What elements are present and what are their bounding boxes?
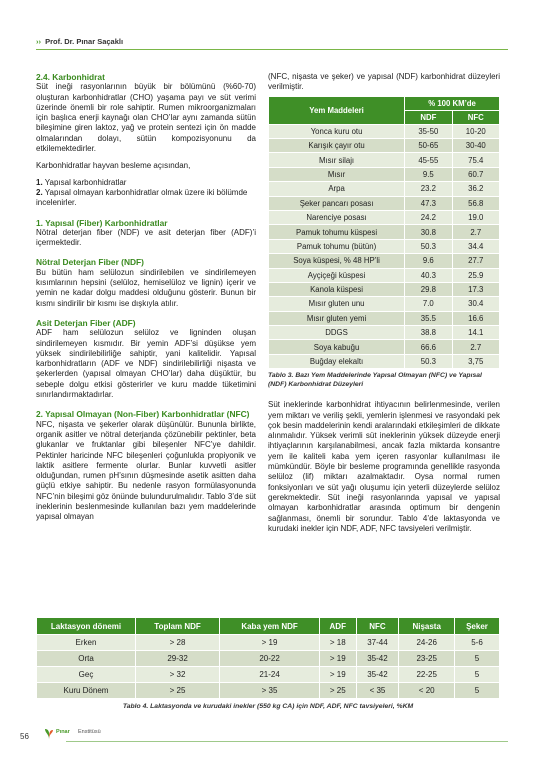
table-cell: Mısır silajı: [269, 153, 404, 166]
paragraph: Süt ineği rasyonlarının büyük bir bölümünü (%60-70) oluşturan karbonhidratlar (CHO) yaşama payı ve süt verimi üzerinde önemli bir role sahiptir. Rumen mikroorganizmaları için başlıca enerji kaynağı olan CHO’lar aynı zamanda sütün bileşimine giren laktoz, yağ ve protein sentezi için ön madde olmalarından dolayı, sütün kompozisyonunu da etkilemektedirler.: [36, 82, 256, 154]
table-row: [269, 125, 499, 138]
table-header: Toplam NDF: [136, 618, 219, 634]
table-cell: Pamuk tohumu küspesi: [269, 225, 404, 238]
table-cell: 30-40: [453, 139, 499, 152]
paragraph: Süt ineklerinde karbonhidrat ihtiyacının belirlenmesinde, verilen yem miktarı ve veriliş şekli, yemlerin işlenmesi ve rasyondaki pek çok besin maddelerinin kendi aralarındaki etkileşimleri de dikkate alınmalıdır. Yüksek verimli süt ineklerinin yüksek düzeyde enerji ihtiyaçlarının karşılanabilmesi, ancak fazla miktarda konsantre yem ile kaliteli kaba yem içeren rasyonlar kullanılması ile mümkündür. Böyle bir besleme programında genellikle rasyonda selüloz (lif) miktarı azalmaktadır. Oysa normal rumen fonksiyonları ve süt yağı oluşumu için yeterli düzeylerde selüloz gerekmektedir. Süt ineği rasyonlarında yapısal ve yapısal olmayan karbonhidratlar arasında optimum bir dengenin sağlanması, önemli bir sorundur. Tablo 4’de laktasyonda ve kurudaki inekler için NDF, ADF, NFC tavsiyeleri verilmiştir.: [268, 400, 500, 533]
paragraph: NFC, nişasta ve şekerler olarak düşünülür. Bununla birlikte, organik asitler ve nötral deterjanda çözünebilir pektinler, beta glukanlar ve fruktanlar gibi bileşenler NFC’ye dahildir. Pektinler haricinde NFC bileşenleri çoğunlukla propiyonik ve laktik asitlere fermente olurlar. Bunlar kuvvetli asitler olduğundan, rumen pH’sının düşmesinde asetik asitten daha güçlü etkiye sahiptir. Bu nedenle rasyon formülasyonunda NFC’nin bileşimi göz önünde bulundurulmalıdır. Tablo 3’de süt ineklerinin beslenmesinde kullanılan bazı yem maddelerinde yapısal olmayan: [36, 419, 256, 522]
leaf-icon: [44, 727, 54, 739]
table-cell: 60.7: [453, 168, 499, 181]
table-cell: 17.3: [453, 283, 499, 296]
table-cell: 5-6: [455, 635, 499, 650]
section-title-nfc: 2. Yapısal Olmayan (Non-Fiber) Karbonhidratlar (NFC): [36, 409, 250, 420]
section-title-ndf: Nötral Deterjan Fiber (NDF): [36, 257, 144, 268]
table-cell: 10-20: [453, 125, 499, 138]
section-title-fiber: 1. Yapısal (Fiber) Karbonhidratlar: [36, 217, 168, 228]
table-row: [269, 225, 499, 238]
table-cell: 5: [455, 683, 499, 698]
list-text: Yapısal olmayan karbonhidratlar olmak üzere iki bölümde incelenirler.: [36, 187, 248, 208]
table-cell: Kanola küspesi: [269, 283, 404, 296]
author-name: Prof. Dr. Pınar Saçaklı: [45, 37, 124, 46]
table-cell: 3,75: [453, 355, 499, 368]
table-cell: Orta: [37, 651, 135, 666]
table-cell: Arpa: [269, 182, 404, 195]
footer-divider: [66, 741, 508, 742]
paragraph: (NFC, nişasta ve şeker) ve yapısal (NDF) karbonhidrat düzeyleri verilmiştir.: [268, 72, 500, 92]
table-cell: Erken: [37, 635, 135, 650]
table-row: [269, 326, 499, 339]
table-cell: Yonca kuru otu: [269, 125, 404, 138]
table-header: NFC: [357, 618, 399, 634]
table-cell: > 18: [320, 635, 356, 650]
table-cell: 30.8: [405, 225, 451, 238]
section-title-adf: Asit Deterjan Fiber (ADF): [36, 317, 136, 328]
table-header: Nişasta: [399, 618, 454, 634]
table-cell: 66.6: [405, 340, 451, 353]
table-cell: 29.8: [405, 283, 451, 296]
running-header: [36, 37, 123, 46]
table-cell: Narenciye posası: [269, 211, 404, 224]
table-header: ADF: [320, 618, 356, 634]
institute-logo: [44, 727, 104, 741]
table-cell: 23.2: [405, 182, 451, 195]
list-number: 1.: [36, 177, 43, 187]
paragraph: Nötral deterjan fiber (NDF) ve asit deterjan fiber (ADF)’i içermektedir.: [36, 227, 256, 248]
logo-word: Pınar: [56, 729, 70, 735]
table-cell: Geç: [37, 667, 135, 682]
table-header: Kaba yem NDF: [220, 618, 319, 634]
table-header: Laktasyon dönemi: [37, 618, 135, 634]
table-cell: DDGS: [269, 326, 404, 339]
table-row: [37, 667, 499, 682]
list-item: [36, 188, 256, 209]
table-cell: Ayçiçeği küspesi: [269, 269, 404, 282]
paragraph: ADF ham selülozun selüloz ve ligninden oluşan sindirilemeyen kısmıdır. Bir yemin ADF’si düşükse yem yüksek sindirilebilirliğe sahiptir, yani kalitelidir. Yapısal karbonhidratların (ADF ve NDF) sindirilebilirliği nişasta ve şekerlerden (yapısal olmayan CHO’lar) daha düşüktür, bu sebeple dolgu etkisi gösterirler ve kuru madde tüketimini sınırlandırmaktadırlar.: [36, 328, 256, 400]
table-cell: Mısır gluten yemi: [269, 312, 404, 325]
table-cell: 16.6: [453, 312, 499, 325]
table-cell: > 19: [320, 651, 356, 666]
table-cell: 27.7: [453, 254, 499, 267]
table-cell: 50.3: [405, 355, 451, 368]
table-header: Şeker: [455, 618, 499, 634]
table-row: [269, 211, 499, 224]
table-cell: > 25: [136, 683, 219, 698]
table-cell: Mısır gluten unu: [269, 297, 404, 310]
table-cell: > 19: [220, 635, 319, 650]
table-cell: < 20: [399, 683, 454, 698]
table-cell: 5: [455, 651, 499, 666]
table-cell: Kuru Dönem: [37, 683, 135, 698]
table-cell: 36.2: [453, 182, 499, 195]
section-title-karbonhidrat: 2.4. Karbonhidrat: [36, 72, 105, 82]
list-number: 2.: [36, 187, 43, 197]
table-cell: 35-42: [357, 651, 399, 666]
table-cell: 7.0: [405, 297, 451, 310]
table-3: [268, 96, 500, 370]
table-cell: 25.9: [453, 269, 499, 282]
table-cell: 21-24: [220, 667, 319, 682]
table-cell: 14.1: [453, 326, 499, 339]
table-row: [269, 269, 499, 282]
table-row: [269, 182, 499, 195]
table-cell: 45-55: [405, 153, 451, 166]
table-header: Yem Maddeleri: [269, 97, 404, 124]
paragraph: Bu bütün ham selülozun sindirilebilen ve sindirilemeyen kısımlarının hepsini (selüloz, hemiselüloz ve lignin) içerir ve yemin ne kadar dolgu maddesi olduğunu gösterir. Bunun bir kısmı sindirilir bir kısmı ise dışkıyla atılır.: [36, 267, 256, 308]
left-column: [36, 72, 256, 530]
table-cell: 9.6: [405, 254, 451, 267]
table-cell: 75.4: [453, 153, 499, 166]
table-cell: 30.4: [453, 297, 499, 310]
table-cell: > 32: [136, 667, 219, 682]
table-cell: Soya küspesi, % 48 HP’li: [269, 254, 404, 267]
list-text: Yapısal karbonhidratlar: [42, 177, 127, 187]
table-cell: 5: [455, 667, 499, 682]
table-cell: Buğday elekaltı: [269, 355, 404, 368]
table-row: [37, 683, 499, 698]
table-header: % 100 KM’de: [405, 97, 499, 110]
page-number: 56: [20, 732, 29, 741]
table-cell: 56.8: [453, 197, 499, 210]
table-cell: 24.2: [405, 211, 451, 224]
table-cell: Soya kabuğu: [269, 340, 404, 353]
intro-line: Karbonhidratlar hayvan besleme açısından,: [36, 161, 191, 171]
table-cell: Mısır: [269, 168, 404, 181]
table-cell: 23-25: [399, 651, 454, 666]
table-row: [269, 340, 499, 353]
table-cell: 50-65: [405, 139, 451, 152]
table-4-wrapper: [36, 617, 500, 710]
table-header: NFC: [453, 111, 499, 124]
table-cell: 2.7: [453, 225, 499, 238]
table-row: [269, 254, 499, 267]
table-cell: 35.5: [405, 312, 451, 325]
table-cell: < 35: [357, 683, 399, 698]
table-cell: 22-25: [399, 667, 454, 682]
header-divider: [36, 49, 508, 50]
table-caption: Tablo 4. Laktasyonda ve kurudaki inekler (550 kg CA) için NDF, ADF, NFC tavsiyeleri, %KM: [122, 703, 414, 710]
table-row: [269, 197, 499, 210]
table-cell: Pamuk tohumu (bütün): [269, 240, 404, 253]
table-4: [36, 617, 500, 699]
right-column: [268, 72, 500, 541]
table-cell: 35-42: [357, 667, 399, 682]
table-row: [269, 355, 499, 368]
table-header: NDF: [405, 111, 451, 124]
table-cell: 9.5: [405, 168, 451, 181]
table-cell: 24-26: [399, 635, 454, 650]
table-row: [269, 139, 499, 152]
list-item: [36, 178, 256, 188]
table-cell: > 25: [320, 683, 356, 698]
chevron-double-icon: ››: [36, 37, 41, 46]
table-row: [269, 297, 499, 310]
table-cell: 20-22: [220, 651, 319, 666]
table-cell: 38.8: [405, 326, 451, 339]
table-row: [269, 153, 499, 166]
table-row: [269, 168, 499, 181]
table-cell: 2.7: [453, 340, 499, 353]
table-cell: > 35: [220, 683, 319, 698]
table-cell: 34.4: [453, 240, 499, 253]
table-cell: > 19: [320, 667, 356, 682]
table-cell: 35-50: [405, 125, 451, 138]
table-cell: 37-44: [357, 635, 399, 650]
table-caption: Tablo 3. Bazı Yem Maddelerinde Yapısal Olmayan (NFC) ve Yapısal (NDF) Karbonhidrat Düzeyleri: [268, 372, 482, 388]
table-cell: 29-32: [136, 651, 219, 666]
table-row: [269, 283, 499, 296]
table-cell: 40.3: [405, 269, 451, 282]
table-row: [37, 651, 499, 666]
table-row: [269, 312, 499, 325]
table-cell: 19.0: [453, 211, 499, 224]
table-row: [269, 240, 499, 253]
table-cell: 47.3: [405, 197, 451, 210]
logo-word-2: Enstitüsü: [78, 729, 101, 735]
table-cell: > 28: [136, 635, 219, 650]
table-cell: Şeker pancarı posası: [269, 197, 404, 210]
table-row: [37, 635, 499, 650]
table-cell: 50.3: [405, 240, 451, 253]
table-cell: Karışık çayır otu: [269, 139, 404, 152]
